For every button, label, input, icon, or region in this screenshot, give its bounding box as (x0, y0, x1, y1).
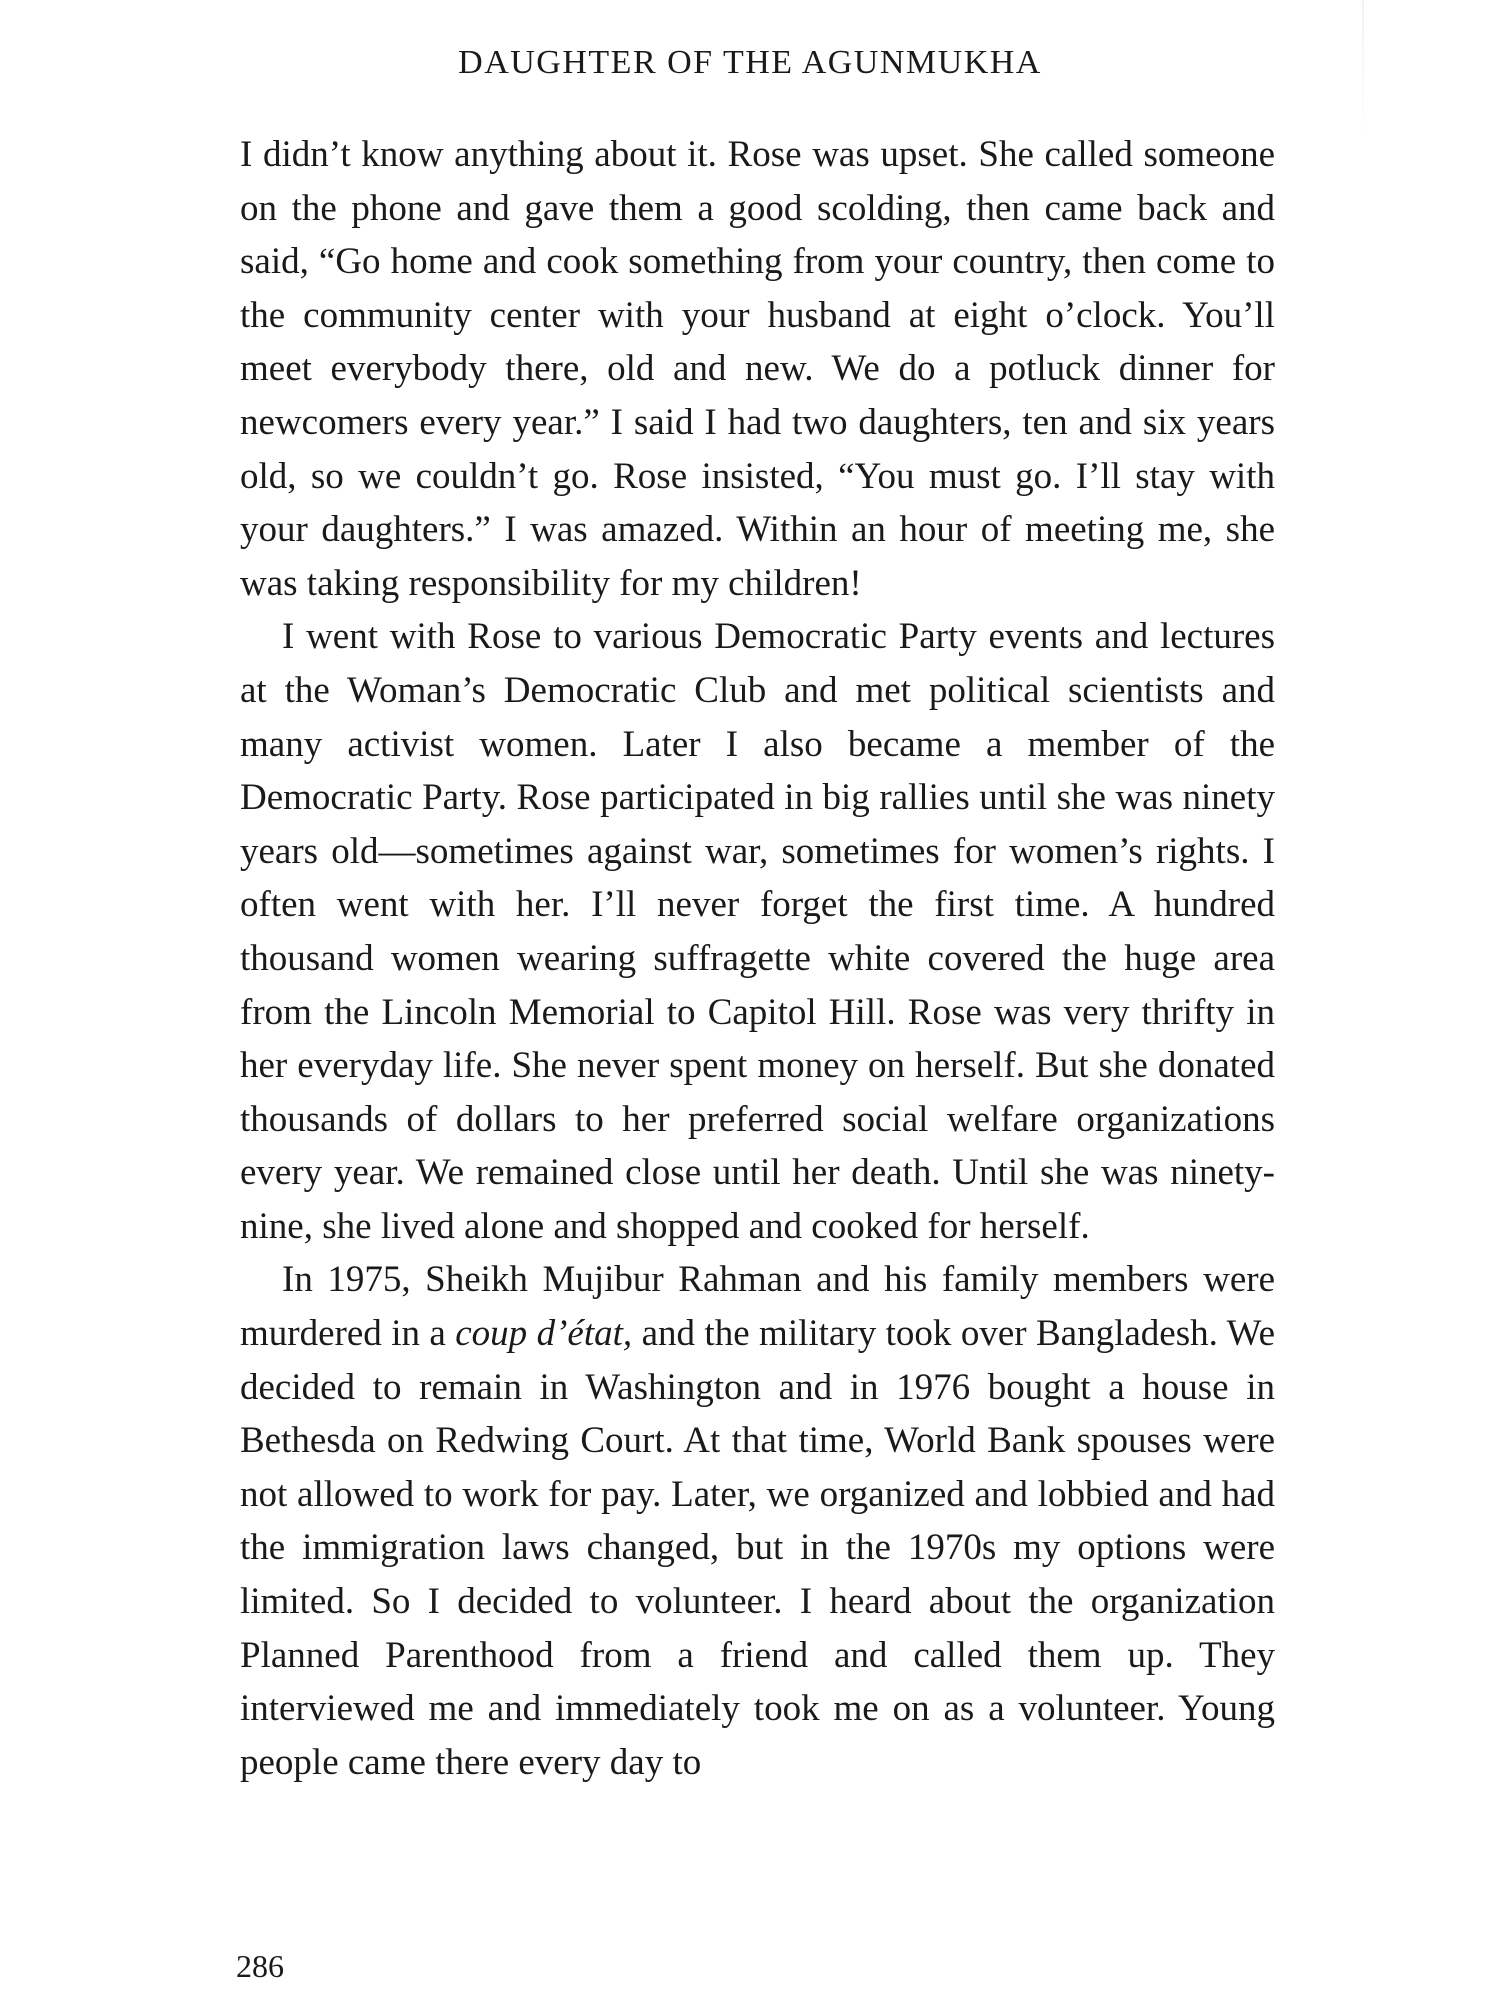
paragraph-2: I went with Rose to various Democratic Party events and lectures at the Woman’s Democratic Club and met political scientists and many activist women. Later I also became a member of the Democratic Party. Rose participated in big rallies until she was ninety years old—sometimes against war, sometimes for women’s rights. I often went with her. I’ll never forget the first time. A hundred thousand women wearing suffragette white covered the huge area from the Lincoln Memorial to Capitol Hill. Rose was very thrifty in her everyday life. She never spent money on herself. But she donated thousands of dollars to her preferred social welfare organizations every year. We remained close until her death. Until she was ninety-nine, she lived alone and shopped and cooked for herself. (240, 616, 1275, 1247)
paragraph-1: I didn’t know anything about it. Rose was upset. She called someone on the phone and gave them a good scolding, then came back and said, “Go home and cook something from your country, then come to the community center with your husband at eight o’clock. You’ll meet everybody there, old and new. We do a potluck dinner for newcomers every year.” I said I had two daughters, ten and six years old, so we couldn’t go. Rose insisted, “You must go. I’ll stay with your daughters.” I was amazed. Within an hour of meeting me, she was taking responsibility for my children! (240, 134, 1275, 604)
italic-phrase: coup d’état, (455, 1313, 633, 1355)
paragraph-3-text-before: In 1975, Sheikh Mujibur Rahman and his family members were murdered in a (240, 1259, 1275, 1355)
running-head: DAUGHTER OF THE AGUNMUKHA (458, 44, 1042, 81)
page-number: 286 (236, 1948, 284, 1984)
paragraph-3 (240, 1253, 1275, 1789)
paragraph-3-text-after: and the military took over Bangladesh. We decided to remain in Washington and in 1976 bought a house in Bethesda on Redwing Court. At that time, World Bank spouses were not allowed to work for pay. Later, we organized and lobbied and had the immigration laws changed, but in the 1970s my options were limited. So I decided to volunteer. I heard about the organization Planned Parenthood from a friend and called them up. They interviewed me and immediately took me on as a volunteer. Young people came there every day to (240, 1313, 1275, 1783)
body-text (240, 128, 1275, 1789)
